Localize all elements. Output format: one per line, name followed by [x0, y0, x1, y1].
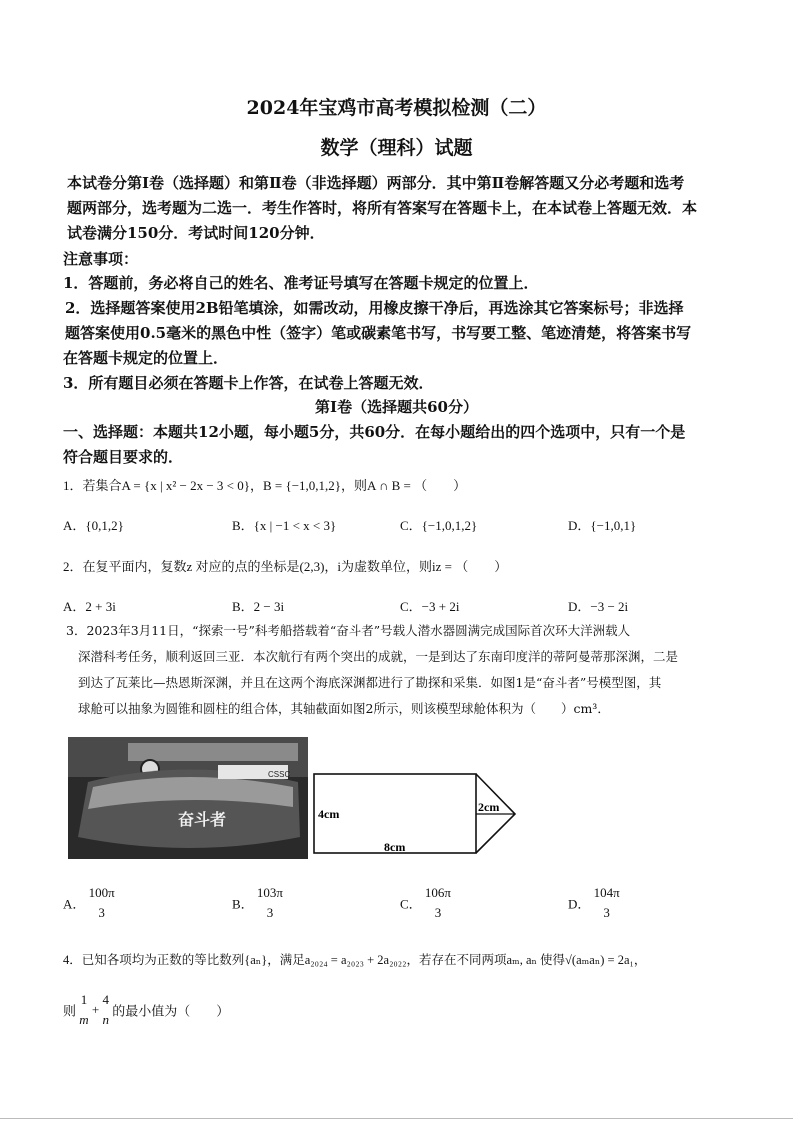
q2-option-a: A．2 + 3i	[63, 599, 116, 614]
notice-item: 题答案使用0.5毫米的黑色中性（签字）笔或碳素笔书写，书写要工整、笔迹清楚，将答案书写	[65, 324, 692, 342]
q3-line: 球舱可以抽象为圆锥和圆柱的组合体，其轴截面如图2所示，则该模型球舱体积为（ ）cm³．	[78, 701, 610, 716]
option-label: C．	[400, 896, 422, 912]
intro-line: 试卷满分150分．考试时间120分钟．	[67, 224, 325, 242]
subject-title: 数学（理科）试题	[320, 137, 473, 159]
q3-line: 3．2023年3月11日，“探索一号”科考船搭载着“奋斗者”号载人潜水器圆满完成国际首次环大洋洲载人	[66, 623, 631, 638]
option-fraction	[594, 883, 620, 923]
q4-fraction-2	[103, 990, 110, 1030]
fraction-denominator: 3	[434, 905, 442, 920]
notice-item: 1．答题前，务必将自己的姓名、准考证号填写在答题卡规定的位置上．	[63, 274, 539, 292]
fraction-numerator: 106π	[424, 885, 451, 900]
submersible-photo	[68, 737, 308, 859]
fraction-denominator: m	[79, 1012, 89, 1027]
option-fraction	[257, 883, 283, 923]
intro-paragraph	[67, 172, 747, 245]
q1-option-d: D．{−1,0,1}	[568, 518, 637, 533]
q3-stem	[66, 618, 756, 722]
notice-heading: 注意事项：	[63, 250, 139, 268]
q3-option-d	[568, 883, 620, 923]
photo-label: 奋斗者	[178, 810, 227, 829]
notice-list	[63, 272, 753, 395]
section1-line: 一、选择题：本题共12小题，每小题5分，共60分．在每小题给出的四个选项中，只有一个是	[63, 423, 686, 441]
q1-option-b: B．{x | −1 < x < 3}	[232, 518, 337, 533]
page-bottom-rule	[0, 1118, 793, 1119]
photo-badge-text: CSSC	[268, 770, 291, 779]
fraction-denominator: 3	[266, 905, 274, 920]
fraction-denominator: n	[102, 1012, 109, 1027]
dim-cone: 2cm	[478, 800, 500, 814]
option-fraction	[425, 883, 451, 923]
intro-line: 题两部分，选考题为二选一．考生作答时，将所有答案写在答题卡上，在本试卷上答题无效．本	[67, 199, 698, 217]
q1-option-c: C．{−1,0,1,2}	[400, 518, 478, 533]
q2-stem: 2．在复平面内，复数z 对应的点的坐标是(2,3)，i为虚数单位，则iz = （ ）	[63, 559, 508, 574]
q1-stem: 1．若集合A = {x | x² − 2x − 3 < 0}，B = {−1,0,1,2}，则A ∩ B = （ ）	[63, 478, 467, 493]
q1-option-a: A．{0,1,2}	[63, 518, 124, 533]
fraction-numerator: 4	[102, 992, 109, 1007]
q4-plus: +	[91, 1002, 100, 1017]
dim-length: 8cm	[384, 840, 406, 854]
fraction-numerator: 100π	[88, 885, 115, 900]
q2-option-b: B．2 − 3i	[232, 599, 285, 614]
q3-line: 深潜科考任务，顺利返回三亚．本次航行有两个突出的成就，一是到达了东南印度洋的蒂阿曼蒂那深渊，二是	[78, 649, 679, 664]
q2-option-d: D．−3 − 2i	[568, 599, 629, 614]
q2-option-c: C．−3 + 2i	[400, 599, 460, 614]
fraction-numerator: 1	[80, 992, 88, 1007]
q4-tail-prefix: 则	[63, 1003, 77, 1019]
option-label: B．	[232, 896, 254, 912]
fraction-numerator: 104π	[593, 885, 620, 900]
option-label: D．	[568, 896, 591, 912]
exam-title: 2024年宝鸡市高考模拟检测（二）	[246, 97, 547, 119]
q3-option-a	[63, 883, 115, 923]
q4-tail	[63, 990, 229, 1030]
intro-line: 本试卷分第Ⅰ卷（选择题）和第Ⅱ卷（非选择题）两部分．其中第Ⅱ卷解答题又分必考题和选考	[67, 174, 685, 192]
cross-section-diagram	[312, 770, 522, 860]
dim-height: 4cm	[318, 807, 340, 821]
section1-line: 符合题目要求的．	[63, 448, 184, 466]
q4-stem: 4．已知各项均为正数的等比数列{aₙ}，满足a₂₀₂₄ = a₂₀₂₃ + 2a₂₀₂₂，若存在不同两项aₘ, aₙ 使得√(aₘaₙ) = 2a₁，	[63, 953, 647, 967]
q4-tail-suffix: 的最小值为（ ）	[112, 1003, 230, 1019]
q3-line: 到达了瓦莱比—热恩斯深渊，并且在这两个海底深渊都进行了勘探和采集．如图1是“奋斗者”号模型图，其	[78, 675, 662, 690]
fraction-denominator: 3	[98, 905, 105, 920]
option-fraction	[89, 883, 115, 923]
fraction-numerator: 103π	[256, 885, 283, 900]
part1-heading: 第Ⅰ卷（选择题共60分）	[315, 398, 478, 416]
section1-instructions	[63, 421, 753, 469]
notice-item: 3．所有题目必须在答题卡上作答，在试卷上答题无效．	[63, 374, 434, 392]
option-label: A．	[63, 896, 86, 912]
q3-option-c	[400, 883, 451, 923]
q4-fraction-1	[79, 990, 88, 1030]
notice-item: 在答题卡规定的位置上．	[63, 349, 229, 367]
notice-item: 2．选择题答案使用2B铅笔填涂，如需改动，用橡皮擦干净后，再选涂其它答案标号；非选择	[65, 299, 684, 317]
fraction-denominator: 3	[603, 905, 610, 920]
q3-option-b	[232, 883, 283, 923]
